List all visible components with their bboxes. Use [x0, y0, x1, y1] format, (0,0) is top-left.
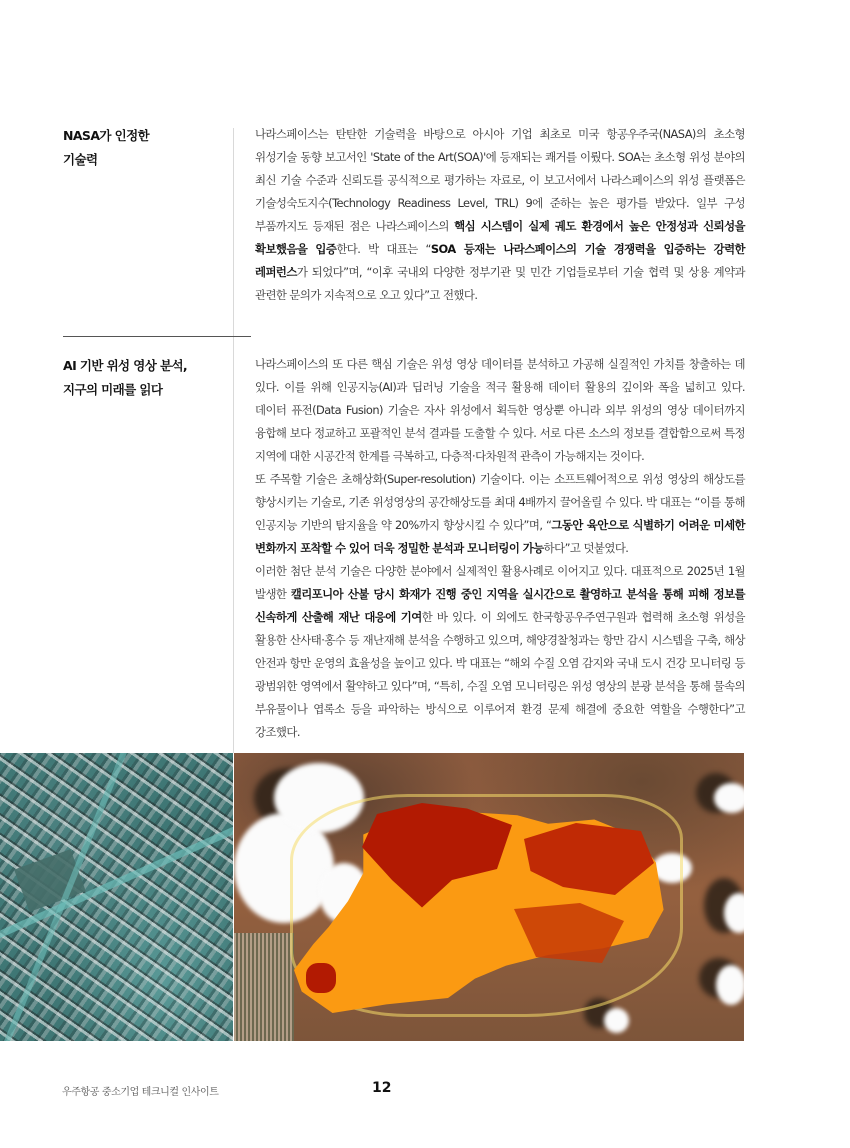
heading-line: 지구의 미래를 읽다	[63, 382, 163, 397]
footer-publication-title: 우주항공 중소기업 테크니컬 인사이트	[62, 1087, 219, 1098]
column-divider-vertical	[233, 128, 234, 753]
paragraph	[255, 353, 745, 468]
text-run: 이러한 첨단 분석 기술은 다양한 분야에서 실제적인 활용사례로 이어지고 있다. 대표적으로 2025년 1월 발생한	[255, 564, 745, 601]
section-heading-nasa	[63, 124, 228, 172]
section-divider-horizontal	[63, 336, 251, 337]
heading-line: AI 기반 위성 영상 분석,	[63, 358, 188, 373]
text-run: 나라스페이스의 또 다른 핵심 기술은 위성 영상 데이터를 분석하고 가공해 실질적인 가치를 창출하는 데 있다. 이를 위해 인공지능(AI)과 딥러닝 기술을 적극 활용해 데이터 활용의 깊이와 폭을 넓히고 있다. 데이터 퓨전(Data Fusion) 기술은 자사 위성에서 획득한 영상뿐 아니라 외부 위성의 영상 데이터까지 융합해 보다 정교하고 포괄적인 분석 결과를 도출할 수 있다. 서로 다른 소스의 정보를 결합함으로써 특정 지역에 대한 시공간적 한계를 극복하고, 다층적·다차원적 관측이 가능해지는 것이다.	[255, 357, 745, 463]
bold-text-run: SOA 등재는 나라스페이스의 기술 경쟁력을 입증하는 강력한 레퍼런스	[255, 242, 745, 279]
heading-line: 기술력	[63, 152, 98, 167]
text-run: 또 주목할 기술은 초해상화(Super-resolution) 기술이다. 이는 소프트웨어적으로 위성 영상의 해상도를 향상시키는 기술로, 기존 위성영상의 공간해상도를 최대 4배까지 끌어올릴 수 있다. 박 대표는 “이를 통해 인공지능 기반의 탐지율을 약 20%까지 향상시킬 수 있다”며, “	[255, 472, 745, 532]
paragraph	[255, 123, 745, 307]
bold-text-run: 캘리포니아 산불 당시 화재가 진행 중인 지역을 실시간으로 촬영하고 분석을 통해 피해 정보를 신속하게 산출해 재난 대응에 기여	[255, 587, 745, 624]
page-number: 12	[372, 1080, 392, 1096]
paragraph	[255, 468, 745, 560]
burn-severe-zone	[306, 963, 336, 993]
road-shape	[0, 753, 129, 1041]
bold-text-run: 핵심 시스템이 실제 궤도 환경에서 높은 안정성과 신뢰성을 확보했음을 입증	[255, 219, 745, 256]
cloud	[604, 1008, 629, 1033]
bold-text-run: 그동안 육안으로 식별하기 어려운 미세한 변화까지 포착할 수 있어 더욱 정밀한 분석과 모니터링이 가능	[255, 518, 746, 555]
text-run: 가 되었다”며, “이후 국내외 다양한 정부기관 및 민간 기업들로부터 기술 협력 및 상용 계약과 관련한 문의가 지속적으로 오고 있다”고 전했다.	[255, 265, 745, 302]
cloud	[716, 965, 744, 1005]
section-body-ai-analysis	[255, 353, 745, 744]
paragraph	[255, 560, 745, 744]
urban-satellite-image	[0, 753, 233, 1041]
town-area	[234, 933, 294, 1041]
satellite-images	[0, 753, 744, 1041]
section-body-nasa	[255, 123, 745, 307]
section-heading-ai-analysis	[63, 354, 228, 402]
heading-line: NASA가 인정한	[63, 128, 150, 143]
text-run: 하다”고 덧붙였다.	[543, 541, 629, 555]
text-run: 한 바 있다. 이 외에도 한국항공우주연구원과 협력해 초소형 위성을 활용한 산사태·홍수 등 재난재해 분석을 수행하고 있으며, 해양경찰청과는 항만 감시 시스템을 구축, 해상 안전과 항만 운영의 효율성을 높이고 있다. 박 대표는 “해외 수질 오염 감지와 국내 도시 건강 모니터링 등 광범위한 영역에서 활약하고 있다”며, “특히, 수질 오염 모니터링은 위성 영상의 분광 분석을 통해 물속의 부유물이나 엽록소 등을 파악하는 방식으로 이루어져 환경 문제 해결에 중요한 역할을 수행한다”고 강조했다.	[255, 610, 745, 739]
text-run: 나라스페이스는 탄탄한 기술력을 바탕으로 아시아 기업 최초로 미국 항공우주국(NASA)의 초소형 위성기술 동향 보고서인 'State of the Art(SOA)'에 등재되는 쾌거를 이뤘다. SOA는 초소형 위성 분야의 최신 기술 수준과 신뢰도를 공식적으로 평가하는 자료로, 이 보고서에서 나라스페이스의 위성 플랫폼은 기술성숙도지수(Technology Readiness Level, TRL) 9에 준하는 높은 평가를 받았다. 일부 구성 부품까지도 등재된 점은 나라스페이스의	[255, 127, 745, 233]
cloud	[714, 783, 744, 813]
wildfire-satellite-image	[234, 753, 744, 1041]
text-run: 한다. 박 대표는 “	[336, 242, 431, 256]
